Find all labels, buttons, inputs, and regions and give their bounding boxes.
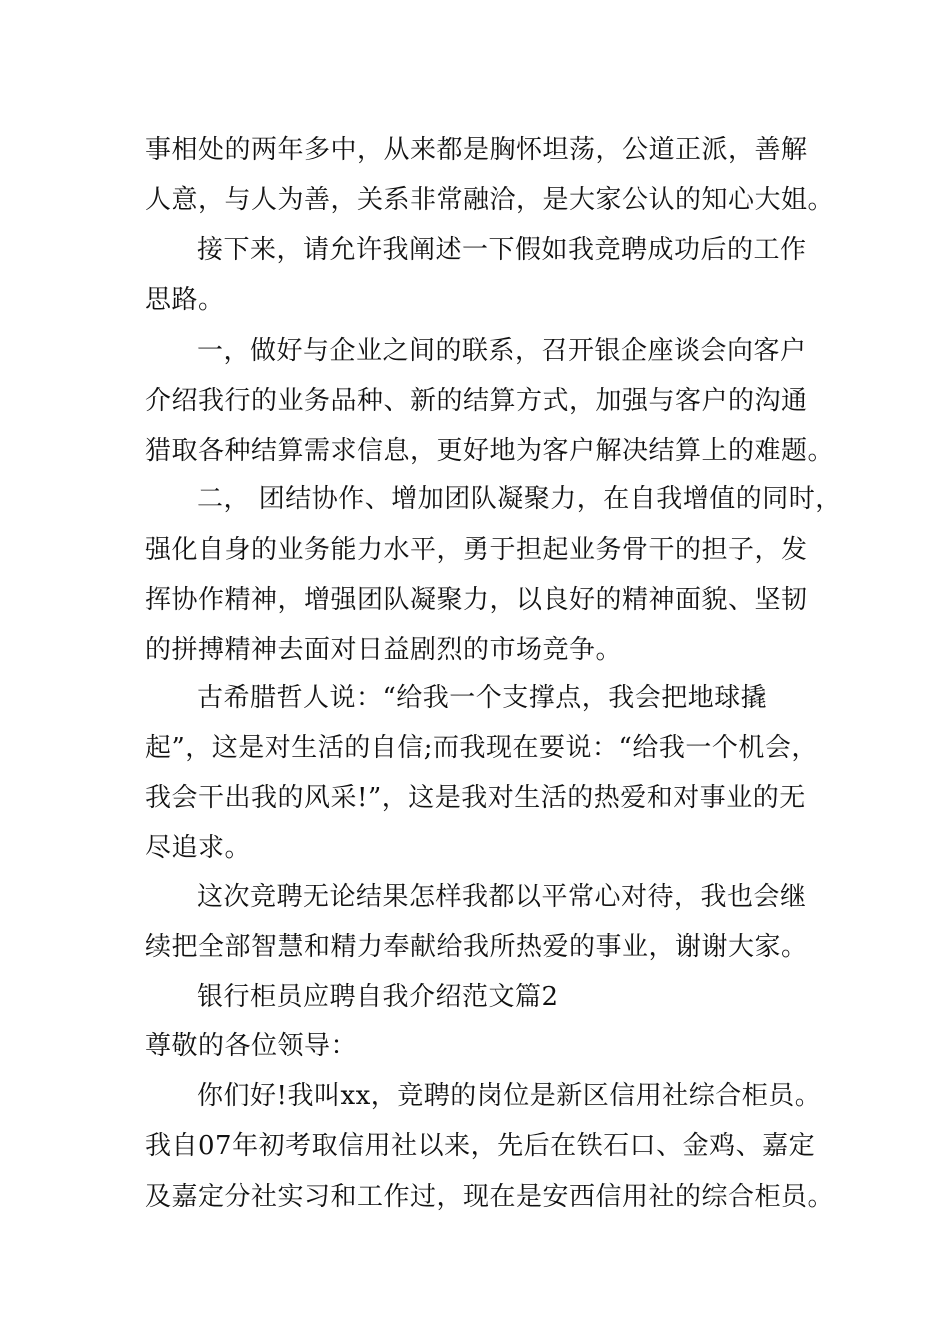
- text-line: 人意，与人为善，关系非常融洽，是大家公认的知心大姐。: [145, 185, 835, 215]
- text-line: 思路。: [145, 285, 225, 315]
- text-line: 的拼搏精神去面对日益剧烈的市场竞争。: [145, 635, 623, 665]
- text-line: 及嘉定分社实习和工作过，现在是安西信用社的综合柜员。: [145, 1182, 835, 1212]
- paragraph-start: 一，做好与企业之间的联系，召开银企座谈会向客户: [197, 336, 807, 366]
- text-line: 事相处的两年多中，从来都是胸怀坦荡，公道正派，善解: [145, 135, 808, 165]
- text-line: 强化自身的业务能力水平，勇于担起业务骨干的担子，发: [145, 535, 808, 565]
- paragraph-start: 接下来，请允许我阐述一下假如我竞聘成功后的工作: [197, 235, 807, 265]
- text-line: 介绍我行的业务品种、新的结算方式，加强与客户的沟通: [145, 386, 808, 416]
- text-line: 尽追求。: [145, 833, 252, 863]
- salutation: 尊敬的各位领导：: [145, 1031, 358, 1061]
- text-line: 我自07年初考取信用社以来，先后在铁石口、金鸡、嘉定: [145, 1131, 816, 1161]
- paragraph-start: 这次竞聘无论结果怎样我都以平常心对待，我也会继: [197, 882, 807, 912]
- paragraph-start: 你们好!我叫xx，竞聘的岗位是新区信用社综合柜员。: [197, 1081, 822, 1111]
- section-heading: 银行柜员应聘自我介绍范文篇2: [197, 982, 559, 1012]
- paragraph-start: 二， 团结协作、增加团队凝聚力，在自我增值的同时，: [197, 484, 842, 514]
- text-line: 猎取各种结算需求信息，更好地为客户解决结算上的难题。: [145, 436, 835, 466]
- text-line: 起”，这是对生活的自信;而我现在要说：“给我一个机会，: [145, 733, 818, 763]
- text-line: 续把全部智慧和精力奉献给我所热爱的事业，谢谢大家。: [145, 932, 808, 962]
- paragraph-start: 古希腊哲人说：“给我一个支撑点，我会把地球撬: [197, 683, 768, 713]
- text-line: 挥协作精神，增强团队凝聚力，以良好的精神面貌、坚韧: [145, 585, 808, 615]
- text-line: 我会干出我的风采!”，这是我对生活的热爱和对事业的无: [145, 783, 806, 813]
